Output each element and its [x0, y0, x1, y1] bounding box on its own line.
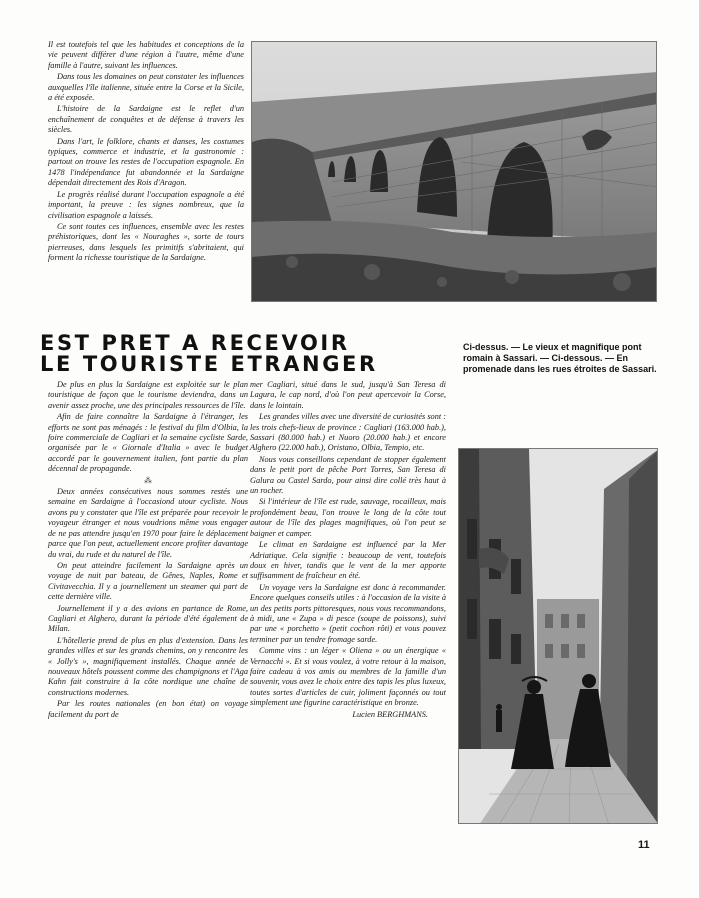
paragraph: Les grandes villes avec une diversité de curiosités sont : les trois chefs-lieux de province : Cagliari (163.000 hab.), Sassari (80.000 hab.) et Nuoro (20.000 hab.) et encore Alghero (22.000 hab.), Oristano, Olbia, Tempio, etc.	[250, 412, 446, 453]
paragraph: Dans l'art, le folklore, chants et danses, les costumes typiques, commerce et industrie, et la gastronomie : partout on trouve les restes de l'occupation espagnole. En 1478 l'indépendance fut abandonnée et la Sardaigne dépendait directement des Rois d'Aragon.	[48, 136, 244, 188]
paragraph: Dans tous les domaines on peut constater les influences auxquelles l'île italienne, située entre la Corse et la Sicile, a été exposée.	[48, 72, 244, 103]
paragraph: Afin de faire connaître la Sardaigne à l'étranger, les efforts ne sont pas ménagés : le festival du film d'Olbia, la foire commerciale de Cagliari et la semaine cycliste Sarde, organisée par le « Giornale d'Italia » avec le budget accordé par le gouvernement italien, font partie du plan décennal de propagande.	[48, 412, 248, 474]
paragraph: Un voyage vers la Sardaigne est donc à recommander. Encore quelques conseils utiles : à l'occasion de la visite à un des petits ports pittoresques, nous vous recommandons, à midi, une « Zupa » di pesce (soupe de poissons), suivi par une « porchetto » (petit cochon rôti) et vous pouvez terminer par un tendre fromage sarde.	[250, 582, 446, 644]
paragraph: L'hôtellerie prend de plus en plus d'extension. Dans les grandes villes et sur les grands chemins, on y rencontre les « Jolly's », magnifiquement installés. Chaque année de nouveaux hôtels poussent comme des champignons et l'Aga Kahn fait construire à la côte nordique une chaîne de constructions modernes.	[48, 635, 248, 697]
paragraph: Ce sont toutes ces influences, ensemble avec les restes préhistoriques, dont les « Nouraghes », sorte de tours pierreuses, dans lesquels les primitifs s'abritaient, qui forment la richesse touristique de la Sardaigne.	[48, 221, 244, 263]
headline-line-1: EST PRET A RECEVOIR	[40, 331, 350, 355]
section-separator: ⁂	[144, 475, 152, 485]
photo-caption: Ci-dessus. — Le vieux et magnifique pont romain à Sassari. — Ci-dessous. — En promenade dans les rues étroites de Sassari.	[463, 342, 657, 374]
paragraph: Nous vous conseillons cependant de stopper également dans le petit port de pêche Port Torres, San Teresa di Galura ou Castel Sardo, pour ainsi dire collé très haut à un rocher.	[250, 454, 446, 496]
paragraph: L'histoire de la Sardaigne est le reflet d'un enchaînement de conquêtes et de défense à travers les siècles.	[48, 104, 244, 135]
paragraph: Le progrès réalisé durant l'occupation espagnole a été important, la preuve : les signes nombreux, que la civilisation espagnole a laissés.	[48, 189, 244, 220]
paragraph: De plus en plus la Sardaigne est exploitée sur le plan touristique de façon que le tourisme deviendra, dans un avenir assez proche, une des principales ressources de l'île.	[48, 380, 248, 410]
article-column-left	[48, 380, 248, 721]
paragraph: On peut atteindre facilement la Sardaigne après un voyage de nuit par bateau, de Gênes, Naples, Rome et Civitavecchia. Il y a journellement un steamer qui part de cette dernière ville.	[48, 560, 248, 602]
paragraph: Journellement il y a des avions en partance de Rome, Cagliari et Alghero, durant la période d'été également de Milan.	[48, 603, 248, 634]
paragraph: Le climat en Sardaigne est influencé par la Mer Adriatique. Cela signifie : beaucoup de vent, toutefois doux en hiver, tandis que le vent de la mer apporte suffisamment de fraîcheur en été.	[250, 540, 446, 581]
paragraph: Si l'intérieur de l'île est rude, sauvage, rocailleux, mais profondément beau, l'on trouve le long de la côte tout autour de l'île des plages magnifiques, où l'on peut se baigner et camper.	[250, 497, 446, 538]
paragraph: Il est toutefois tel que les habitudes et conceptions de la vie peuvent différer d'une région à l'autre, même d'une famille à l'autre, suivant les influences.	[48, 40, 244, 70]
paragraph: Par les routes nationales (en bon état) on voyage facilement du port de	[48, 699, 248, 719]
paragraph: mer Cagliari, situé dans le sud, jusqu'à San Teresa di Lagura, le cap nord, d'où l'on peut apercevoir la Corse, dans le lointain.	[250, 380, 446, 410]
headline-line-2: LE TOURISTE ETRANGER	[40, 352, 378, 376]
headline	[40, 333, 420, 375]
paragraph: Comme vins : un léger « Oliena » ou un énergique « Vernacchi ». Et si vous voulez, à votre retour à la maison, faire cadeau à vos amis ou membres de la famille d'un souvenir, vous avez le choix entre des tapis les plus luxeux, toutes sortes d'articles de cuir, joliment façonnés ou tout simplement une figurine caractéristique en bronze.	[250, 646, 446, 708]
paragraph: Deux années consécutives nous sommes restés une semaine en Sardaigne à l'occasiond utour cycliste. Nous avons pu y constater que l'île est préparée pour recevoir le voyageur étranger et nous voudrions même vous engager de ne pas attendre jusqu'en 1970 pour faire le déplacement parce que l'on peut, actuellement encore profiter davantage du vrai, du rude et du naturel de l'île.	[48, 487, 248, 559]
page-number: 11	[638, 839, 650, 851]
author-signature: Lucien BERGHMANS.	[352, 709, 428, 719]
article-column-middle	[250, 380, 446, 721]
roman-bridge-photo	[251, 41, 657, 302]
intro-text	[48, 40, 244, 265]
street-photo	[458, 448, 658, 824]
